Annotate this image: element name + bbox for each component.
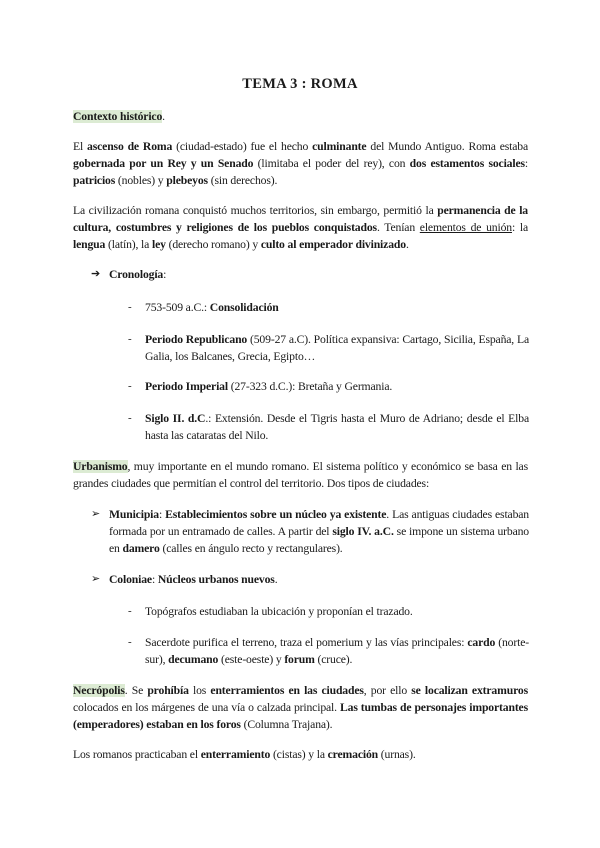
highlighted-heading: Urbanismo bbox=[73, 460, 128, 473]
text-run: (cruce). bbox=[314, 653, 353, 666]
text-run: Sacerdote purifica el terreno, traza el pomerium y las vías principales: bbox=[145, 636, 468, 649]
list-item bbox=[145, 378, 529, 395]
bold-text: Coloniae bbox=[109, 573, 152, 586]
dash-bullet-icon: - bbox=[128, 412, 132, 424]
text-run: Topógrafos estudiaban la ubicación y proponían el trazado. bbox=[145, 605, 413, 618]
cronologia-heading: Cronología: bbox=[109, 268, 167, 281]
bold-text: prohíbía bbox=[147, 684, 189, 697]
bold-text: Municipia bbox=[109, 508, 159, 521]
text-run: El bbox=[73, 140, 88, 153]
heading-contexto: Contexto histórico. bbox=[73, 110, 165, 123]
paragraph-contexto bbox=[73, 138, 528, 189]
text-run: (derecho romano) y bbox=[165, 238, 261, 251]
bold-text: Siglo II. d.C bbox=[145, 412, 206, 425]
underlined-text: elementos de unión bbox=[419, 221, 512, 234]
text-run: del Mundo Antiguo. Roma estaba bbox=[366, 140, 529, 153]
bold-text: enterramiento bbox=[200, 748, 271, 761]
text-run: (Columna Trajana). bbox=[240, 718, 333, 731]
text-run: (27-323 d.C.): Bretaña y Germania. bbox=[227, 380, 393, 393]
bold-text: dos estamentos sociales bbox=[409, 157, 525, 170]
triangle-bullet-icon: ➢ bbox=[91, 508, 101, 520]
bold-text: plebeyos bbox=[166, 174, 208, 187]
text-run: . Tenían bbox=[376, 221, 420, 234]
text-run: los bbox=[188, 684, 211, 697]
bold-text: damero bbox=[122, 542, 160, 555]
bold-text: ascenso de Roma bbox=[87, 140, 173, 153]
dash-bullet-icon: - bbox=[128, 333, 132, 345]
list-item bbox=[145, 410, 529, 444]
text-run: . bbox=[405, 238, 409, 251]
paragraph-urbanismo bbox=[73, 458, 528, 492]
bold-text: cremación bbox=[327, 748, 378, 761]
text-run: (sin derechos). bbox=[207, 174, 278, 187]
bold-text: enterramientos en las ciudades bbox=[210, 684, 364, 697]
bold-text: Las tumbas de personajes importantes (emperadores) estaban en los foros bbox=[73, 701, 528, 731]
text-run: colocados en los márgenes de una vía o calzada principal. bbox=[73, 701, 340, 714]
text-run: 753-509 a.C.: bbox=[145, 301, 210, 314]
text-run: : bbox=[524, 157, 529, 170]
bold-text: lengua bbox=[73, 238, 106, 251]
bold-text: culto al emperador divinizado bbox=[260, 238, 406, 251]
text-run: . Se bbox=[124, 684, 148, 697]
dash-bullet-icon: - bbox=[128, 605, 132, 617]
bold-text: patricios bbox=[73, 174, 116, 187]
bold-text: cardo bbox=[467, 636, 496, 649]
triangle-bullet-icon: ➢ bbox=[91, 573, 101, 585]
bold-text: siglo IV. a.C. bbox=[332, 525, 394, 538]
dash-bullet-icon: - bbox=[128, 636, 132, 648]
text-run: (latín), la bbox=[105, 238, 152, 251]
text-run: (ciudad-estado) fue el hecho bbox=[172, 140, 313, 153]
text-run: , muy importante en el mundo romano. El sistema político y económico se basa en las grandes ciudades que permitían el control del territorio. Dos tipos de ciudades: bbox=[73, 460, 528, 490]
text-run: : bbox=[158, 508, 166, 521]
text-run: (509-27 a.C). Política expansiva: Cartago, Sicilia, España, La Galia, los Balcanes, Grecia, Egipto… bbox=[145, 333, 529, 363]
highlighted-heading: Necrópolis bbox=[73, 684, 125, 697]
dash-bullet-icon: - bbox=[128, 301, 132, 313]
paragraph-municipia bbox=[109, 506, 529, 557]
bold-text: ley bbox=[151, 238, 166, 251]
text-run: se impone un sistema urbano en bbox=[109, 525, 529, 555]
bold-text: Periodo Imperial bbox=[145, 380, 228, 393]
text-run: .: Extensión. Desde el Tigris hasta el Muro de Adriano; desde el Elba hasta las cataratas del Nilo. bbox=[145, 412, 529, 442]
text-run: Los romanos practicaban el bbox=[73, 748, 201, 761]
bold-text: se localizan extramuros bbox=[411, 684, 528, 697]
text-run: (urnas). bbox=[378, 748, 416, 761]
paragraph-necropolis bbox=[73, 682, 528, 733]
arrow-bullet-icon: ➔ bbox=[91, 268, 101, 280]
cronologia-label: Cronología bbox=[109, 268, 164, 281]
text-run: , por ello bbox=[363, 684, 412, 697]
bold-text: Establecimientos sobre un núcleo ya existente bbox=[165, 508, 387, 521]
bold-text: decumano bbox=[168, 653, 219, 666]
text-run: (norte-sur), bbox=[145, 636, 529, 666]
bold-text: permanencia de la cultura, costumbres y religiones de los pueblos conquistados bbox=[73, 204, 528, 234]
text-run: (limitaba el poder del rey), con bbox=[253, 157, 410, 170]
list-item bbox=[145, 331, 529, 365]
bold-text: Periodo Republicano bbox=[145, 333, 248, 346]
text-run: (calles en ángulo recto y rectangulares). bbox=[159, 542, 343, 555]
text-run: . bbox=[274, 573, 278, 586]
heading-contexto-label: Contexto histórico bbox=[73, 110, 163, 123]
list-item bbox=[145, 603, 529, 620]
list-item bbox=[145, 634, 529, 668]
text-run: (este-oeste) y bbox=[218, 653, 285, 666]
dash-bullet-icon: - bbox=[128, 380, 132, 392]
text-run: (cistas) y la bbox=[270, 748, 328, 761]
bold-text: forum bbox=[284, 653, 315, 666]
text-run: . Las antiguas ciudades estaban formada por un entramado de calles. A partir del bbox=[109, 508, 530, 538]
text-run: : bbox=[151, 573, 158, 586]
text-run: (nobles) y bbox=[115, 174, 167, 187]
text-run: La civilización romana conquistó muchos territorios, sin embargo, permitió la bbox=[73, 204, 438, 217]
page-title: TEMA 3 : ROMA bbox=[242, 76, 358, 92]
paragraph-coloniae bbox=[109, 571, 529, 588]
text-run: : la bbox=[511, 221, 528, 234]
bold-text: gobernada por un Rey y un Senado bbox=[73, 157, 254, 170]
paragraph-civilizacion bbox=[73, 202, 528, 253]
bold-text: Núcleos urbanos nuevos bbox=[157, 573, 275, 586]
bold-text: culminante bbox=[312, 140, 367, 153]
list-item bbox=[145, 299, 529, 316]
bold-text: Consolidación bbox=[209, 301, 279, 314]
paragraph-enterramiento bbox=[73, 746, 528, 763]
